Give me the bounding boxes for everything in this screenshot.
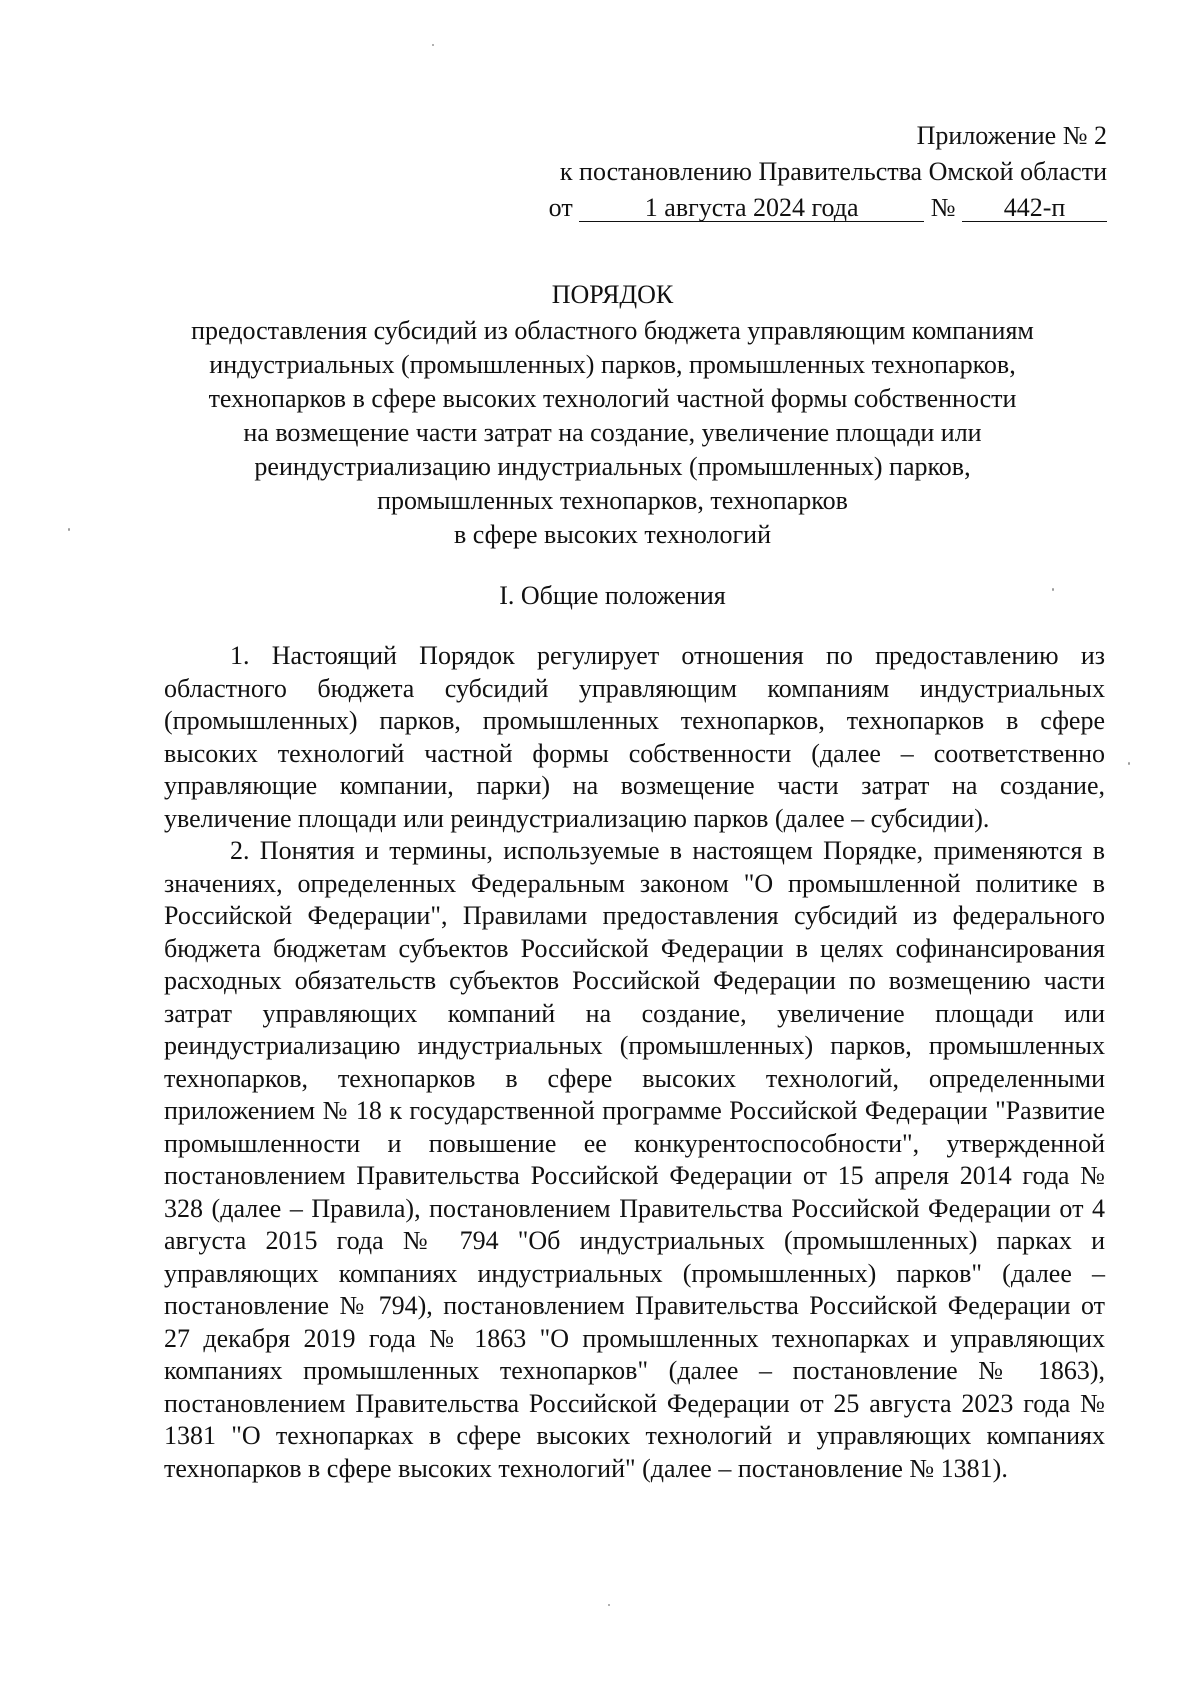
scan-speck (608, 1604, 610, 1606)
document-body (164, 640, 1105, 1485)
scan-speck (1052, 588, 1054, 591)
title-line: на возмещение части затрат на создание, увеличение площади или (243, 418, 982, 447)
decree-number: 442-п (962, 195, 1107, 222)
scan-speck (68, 528, 70, 531)
paragraph: 2. Понятия и термины, используемые в настоящем Порядке, применяются в значениях, определенных Федеральным законом "О промышленной политике в Российской Федерации", Правилами предоставления субсидий из федерального бюджета бюджетам субъектов Российской Федерации в целях софинансирования расходных обязательств субъектов Российской Федерации по возмещению части затрат управляющих компаний на создание, увеличение площади или реиндустриализацию индустриальных (промышленных) парков, промышленных технопарков, технопарков в сфере высоких технологий, определенными приложением № 18 к государственной программе Российской Федерации "Развитие промышленности и повышение ее конкурентоспособности", утвержденной постановлением Правительства Российской Федерации от 15 апреля 2014 года № 328 (далее – Правила), постановлением Правительства Российской Федерации от 4 августа 2015 года № 794 "Об индустриальных (промышленных) парках и управляющих компаниях индустриальных (промышленных) парков" (далее – постановление № 794), постановлением Правительства Российской Федерации от 27 декабря 2019 года № 1863 "О промышленных технопарках и управляющих компаниях промышленных технопарков" (далее – постановление № 1863), постановлением Правительства Российской Федерации от 25 августа 2023 года № 1381 "О технопарках в сфере высоких технологий и управляющих компаниях технопарков в сфере высоких технологий" (далее – постановление № 1381). (164, 836, 1105, 1483)
title-line: в сфере высоких технологий (454, 520, 771, 549)
document-title-block (150, 278, 1075, 552)
section-heading: I. Общие положения (499, 581, 726, 610)
title-line: реиндустриализацию индустриальных (промышленных) парков, (254, 452, 971, 481)
title-line: предоставления субсидий из областного бюджета управляющим компаниям (191, 316, 1034, 345)
annex-block (407, 118, 1107, 226)
title-line: индустриальных (промышленных) парков, промышленных технопарков, (209, 350, 1016, 379)
title-line: промышленных технопарков, технопарков (377, 486, 848, 515)
date-prefix: от (548, 193, 573, 222)
annex-title: Приложение № 2 (916, 121, 1107, 150)
annex-date-line (407, 190, 1107, 226)
paragraph: 1. Настоящий Порядок регулирует отношения по предоставлению из областного бюджета субсидий управляющим компаниям индустриальных (промышленных) парков, промышленных технопарков, технопарков в сфере высоких технологий частной формы собственности (далее – соответственно управляющие компании, парки) на возмещение части затрат на создание, увеличение площади или реиндустриализацию парков (далее – субсидии). (164, 641, 1105, 833)
document-title: ПОРЯДОК (551, 280, 674, 309)
decree-date: 1 августа 2024 года (579, 195, 924, 222)
title-line: технопарков в сфере высоких технологий частной формы собственности (208, 384, 1017, 413)
scan-speck (432, 44, 434, 46)
annex-reference: к постановлению Правительства Омской области (559, 157, 1107, 186)
scan-speck (1128, 762, 1130, 765)
number-prefix: № (930, 193, 956, 222)
